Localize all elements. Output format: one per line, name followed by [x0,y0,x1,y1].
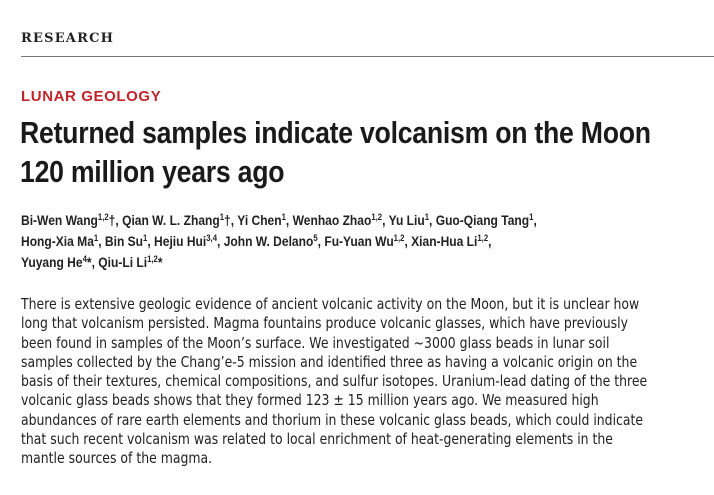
author: Guo-Qiang Tang$^1$ [435,212,534,228]
section-rule [21,56,714,57]
author: Qian W. L. Zhang$^1$† [122,212,231,228]
article-title [20,113,651,191]
abstract-line: There is extensive geologic evidence of ancient volcanic activity on the Moon, but it is unclear how [21,295,640,313]
author: Bi-Wen Wang$^{1,2}$† [21,212,116,228]
author-line: Yuyang He$^4$*, Qiu-Li Li$^{1,2}$* [21,254,163,270]
abstract-line: long that volcanism persisted. Magma fountains produce volcanic glasses, which have previously [21,314,628,333]
author: Yu Liu$^1$ [388,212,430,228]
author: Bin Su$^1$ [104,233,148,249]
author: Fu-Yuan Wu$^{1,2}$ [324,233,405,249]
author: Hejiu Hui$^{3,4}$ [154,233,217,249]
author: Hong-Xia Ma$^1$ [21,233,99,249]
author-list [21,210,675,273]
author: Qiu-Li Li$^{1,2}$* [98,254,163,270]
author: Yi Chen$^1$ [237,212,286,228]
author-line: Hong-Xia Ma$^1$, Bin Su$^1$, Hejiu Hui$^{3,4}$, John W. Delano$^5$, Fu-Yuan Wu$^{1,2}$, Xian-Hua Li$^{1,2}$, [21,233,492,249]
abstract-line: mantle sources of the magma. [21,449,213,468]
kicker: LUNAR GEOLOGY [21,88,162,105]
title-line: Returned samples indicate volcanism on the Moon [20,115,651,150]
author: John W. Delano$^5$ [223,233,318,249]
abstract [21,295,702,469]
author-line: Bi-Wen Wang$^{1,2}$†, Qian W. L. Zhang$^1$†, Yi Chen$^1$, Wenhao Zhao$^{1,2}$, Yu Liu$^1$, Guo-Qiang Tang$^1$, [21,212,537,228]
section-label: RESEARCH [21,31,115,46]
author: Xian-Hua Li$^{1,2}$ [411,233,489,249]
abstract-line: been found in samples of the Moon’s surface. We investigated ~3000 glass beads in lunar soil [21,333,610,352]
abstract-line: samples collected by the Chang’e-5 mission and identified three as having a volcanic origin on the [21,352,638,371]
abstract-line: abundances of rare earth elements and thorium in these volcanic glass beads, which could indicate [21,410,644,429]
author: Yuyang He$^4$* [21,254,92,270]
author: Wenhao Zhao$^{1,2}$ [292,212,383,228]
title-line: 120 million years ago [20,154,285,189]
abstract-line: basis of their textures, chemical compositions, and sulfur isotopes. Uranium-lead dating of the three [21,372,648,391]
abstract-line: volcanic glass beads shows that they formed 123 ± 15 million years ago. We measured high [21,391,599,410]
abstract-line: that such recent volcanism was related to local enrichment of heat-generating elements in the [21,430,613,449]
